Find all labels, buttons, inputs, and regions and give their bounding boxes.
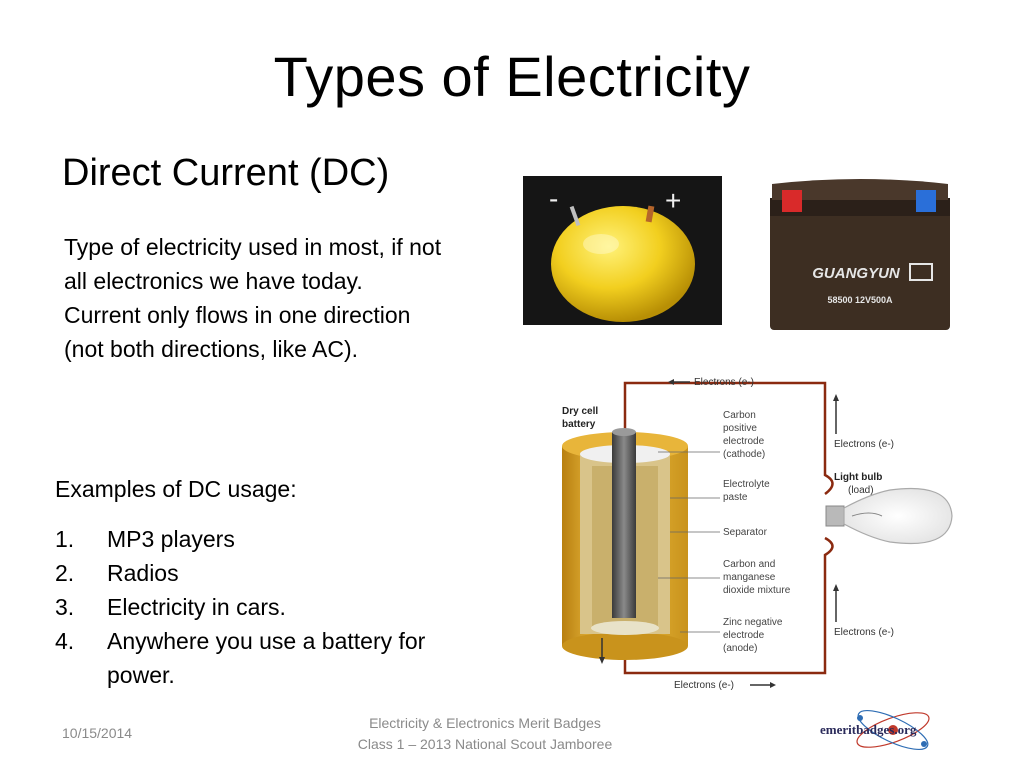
diagram-label-right-upper: Electrons (e-) — [834, 439, 895, 450]
emeritbadges-logo — [818, 704, 938, 756]
bulb-base — [826, 506, 844, 526]
footer-line: Class 1 – 2013 National Scout Jamboree — [357, 736, 613, 752]
zinc-label-3: (anode) — [723, 643, 758, 654]
dry-cell-label: Dry cell — [562, 406, 599, 417]
description-line: Type of electricity used in most, if not — [64, 234, 442, 260]
dc-description — [64, 230, 514, 366]
battery-brand: GUANGYUN — [812, 265, 900, 282]
manganese-label-1: Carbon and — [723, 559, 776, 570]
carbon-label-1: Carbon — [723, 410, 756, 421]
carbon-label-2: positive — [723, 423, 757, 434]
list-text: MP3 players — [107, 526, 235, 552]
footer-center — [310, 713, 660, 755]
zinc-label-2: electrode — [723, 630, 765, 641]
list-number: 3. — [55, 594, 75, 620]
examples-list — [55, 522, 495, 692]
zinc-label-1: Zinc negative — [723, 617, 783, 628]
slide-title: Types of Electricity — [273, 45, 751, 108]
light-bulb-icon — [844, 488, 952, 543]
list-item — [55, 522, 495, 556]
carbon-label-4: (cathode) — [723, 449, 766, 460]
light-bulb-label: Light bulb — [834, 472, 883, 483]
list-text: Electricity in cars. — [107, 594, 286, 620]
logo-text: emeritbadges.org — [820, 722, 917, 737]
positive-terminal — [782, 190, 802, 212]
dry-cell-diagram — [540, 370, 970, 698]
battery-model: 58500 12V500A — [827, 295, 893, 305]
description-line: Current only flows in one direction — [64, 302, 411, 328]
electrolyte-label-2: paste — [723, 492, 748, 503]
car-battery-illustration — [762, 160, 958, 338]
slide-subtitle: Direct Current (DC) — [62, 152, 390, 194]
manganese-label-3: dioxide mixture — [723, 585, 791, 596]
diagram-label-top: Electrons (e-) — [694, 377, 755, 388]
list-text: Radios — [107, 560, 179, 586]
plus-label: + — [665, 185, 682, 216]
electrolyte-label-1: Electrolyte — [723, 479, 770, 490]
car-battery-image — [762, 160, 958, 338]
list-number: 2. — [55, 560, 75, 586]
diagram-label-bottom: Electrons (e-) — [674, 680, 735, 691]
manganese-label-2: manganese — [723, 572, 776, 583]
carbon-rod — [612, 432, 636, 618]
light-bulb-load-label: (load) — [848, 485, 874, 496]
separator-label: Separator — [723, 527, 767, 538]
lemon-battery-image — [523, 176, 722, 325]
minus-label: - — [549, 183, 559, 214]
list-text: Anywhere you use a battery for power. — [107, 628, 426, 688]
dry-cell-label-2: battery — [562, 419, 596, 430]
description-line: all electronics we have today. — [64, 268, 363, 294]
footer-line: Electricity & Electronics Merit Badges — [369, 715, 601, 731]
list-item — [55, 624, 495, 692]
list-item — [55, 590, 495, 624]
examples-heading: Examples of DC usage: — [55, 476, 297, 502]
carbon-label-3: electrode — [723, 436, 765, 447]
diagram-label-right-lower: Electrons (e-) — [834, 627, 895, 638]
negative-terminal — [916, 190, 936, 212]
list-number: 4. — [55, 628, 75, 654]
footer-date: 10/15/2014 — [62, 725, 133, 741]
lemon-illustration — [523, 176, 722, 325]
list-item — [55, 556, 495, 590]
description-line: (not both directions, like AC). — [64, 336, 359, 362]
lemon-fruit — [551, 206, 695, 322]
list-number: 1. — [55, 526, 75, 552]
